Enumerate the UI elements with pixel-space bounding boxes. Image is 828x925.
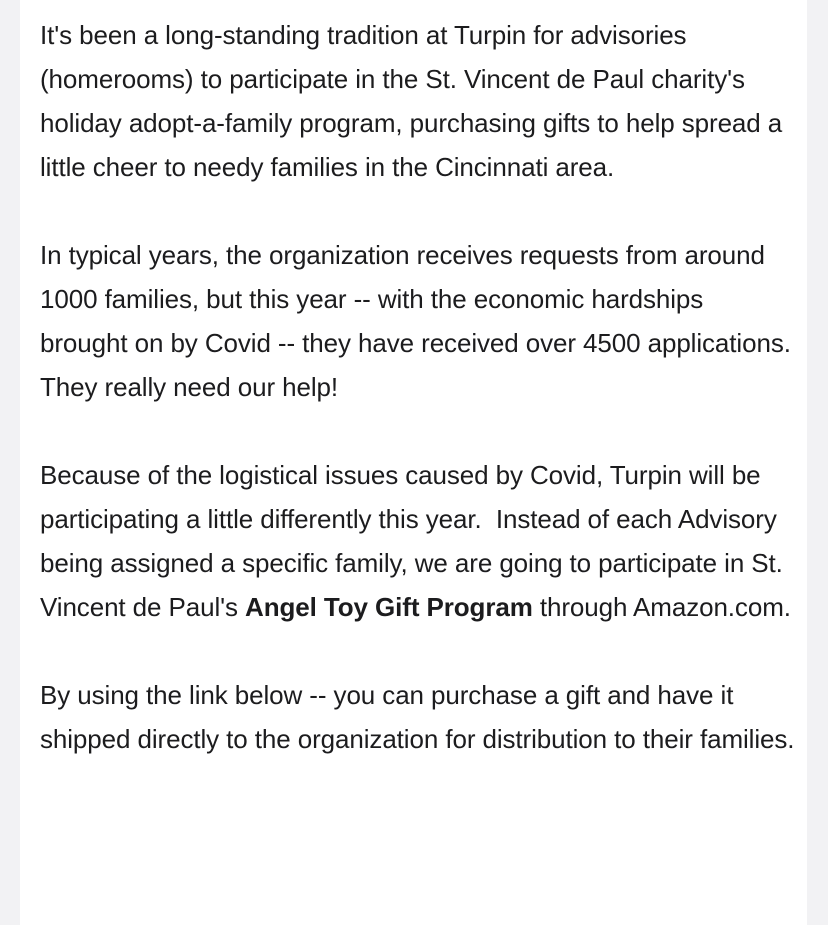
paragraph-tradition: It's been a long-standing tradition at Turpin for advisories (homerooms) to participate in the St. Vincent de Paul charity's holiday adopt-a-family program, purchasing gifts to help spread a little cheer to needy families in the Cincinnati area.	[40, 20, 790, 182]
paragraph-logistics-tail: through Amazon.com.	[532, 592, 791, 622]
email-content	[40, 13, 805, 761]
paragraph-requests: In typical years, the organization receives requests from around 1000 families, but this year -- with the economic hardships brought on by Covid -- they have received over 4500 applications. They really need our help!	[40, 240, 805, 402]
program-name-bold: Angel Toy Gift Program	[245, 592, 533, 622]
email-body	[20, 0, 807, 925]
paragraph-link-instructions: By using the link below -- you can purchase a gift and have it shipped directly to the organization for distribution to their families.	[40, 680, 795, 754]
paragraph-logistics-text: Because of the logistical issues caused by Covid, Turpin will be participating a little differently this year. Instead of each Advisory being assigned a specific family, we are going to participate in St. Vincent de Paul's	[40, 460, 790, 622]
paragraph-logistics	[40, 453, 795, 629]
